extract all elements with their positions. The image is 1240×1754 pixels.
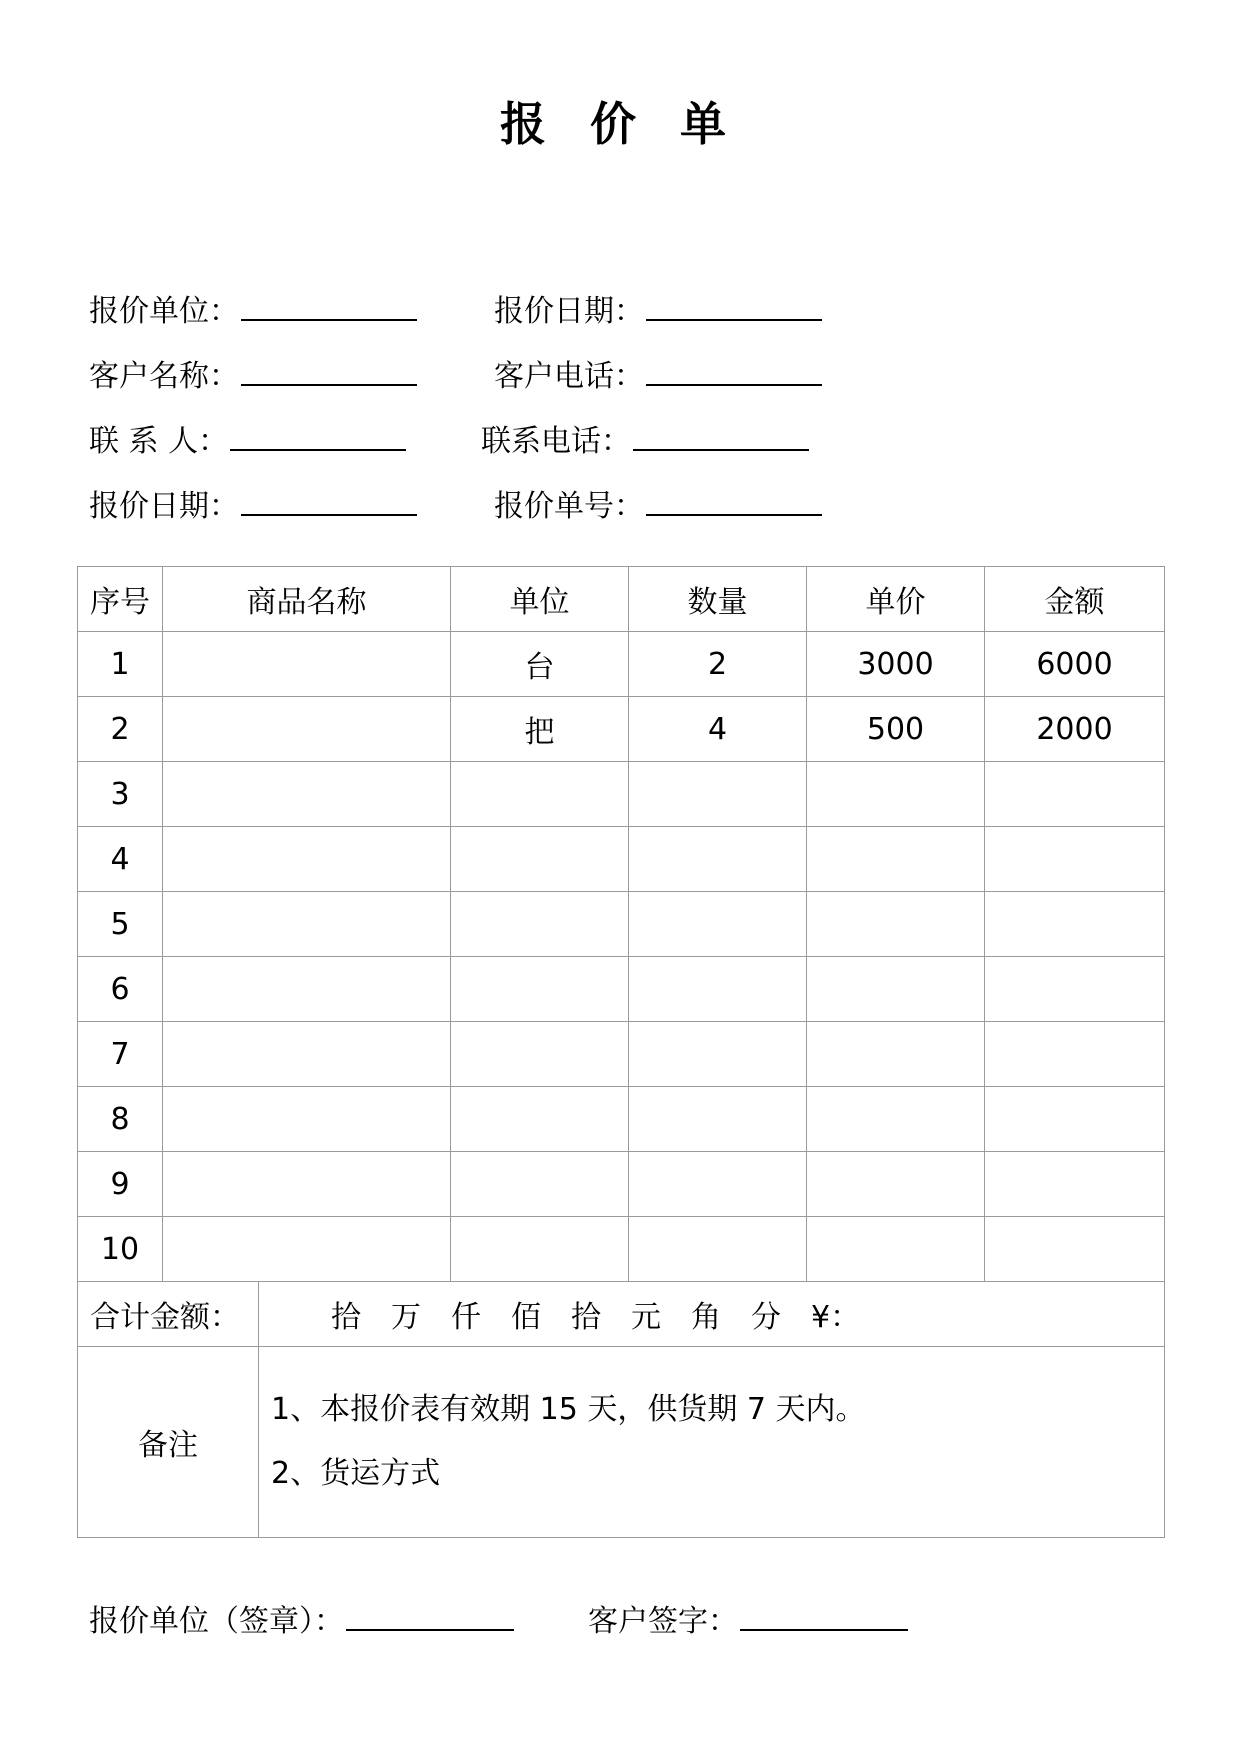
info-field-customer-phone <box>494 351 822 395</box>
header-amount: 金额 <box>985 567 1165 632</box>
info-blank[interactable] <box>646 358 822 386</box>
cell-unit-price[interactable] <box>807 1022 985 1087</box>
amount-unit: 角 <box>691 1300 721 1335</box>
info-label: 报价单位： <box>89 294 239 329</box>
cell-quantity[interactable] <box>629 1152 807 1217</box>
cell-unit[interactable] <box>451 827 629 892</box>
company-seal-blank[interactable] <box>346 1603 514 1631</box>
cell-index: 7 <box>78 1022 163 1087</box>
cell-amount[interactable] <box>985 957 1165 1022</box>
cell-index: 9 <box>78 1152 163 1217</box>
table-header-row <box>78 567 1165 632</box>
customer-signature-label: 客户签字： <box>588 1604 738 1639</box>
header-unit-price: 单价 <box>807 567 985 632</box>
info-field-quote-date-2 <box>89 481 417 525</box>
cell-quantity[interactable] <box>629 1022 807 1087</box>
total-amount-field[interactable] <box>259 1282 1165 1347</box>
remarks-label: 备注 <box>78 1347 259 1538</box>
info-blank[interactable] <box>646 488 822 516</box>
cell-unit-price[interactable]: 3000 <box>807 632 985 697</box>
cell-product-name[interactable] <box>163 1217 451 1282</box>
cell-quantity[interactable] <box>629 827 807 892</box>
cell-index: 2 <box>78 697 163 762</box>
remark-line: 2、货运方式 <box>271 1456 441 1491</box>
info-blank[interactable] <box>633 423 809 451</box>
footer-company-seal <box>89 1596 514 1640</box>
cell-amount[interactable] <box>985 762 1165 827</box>
document-title: 报 价 单 <box>499 97 741 151</box>
cell-quantity[interactable] <box>629 762 807 827</box>
cell-unit[interactable] <box>451 957 629 1022</box>
cell-amount[interactable] <box>985 827 1165 892</box>
info-field-quote-date <box>494 286 822 330</box>
cell-product-name[interactable] <box>163 632 451 697</box>
cell-product-name[interactable] <box>163 697 451 762</box>
company-seal-label: 报价单位（签章）： <box>89 1604 344 1639</box>
cell-quantity[interactable] <box>629 1217 807 1282</box>
remark-line: 1、本报价表有效期 15 天，供货期 7 天内。 <box>271 1392 866 1427</box>
info-label: 报价日期： <box>494 294 644 329</box>
cell-index: 5 <box>78 892 163 957</box>
cell-quantity[interactable]: 4 <box>629 697 807 762</box>
cell-quantity[interactable]: 2 <box>629 632 807 697</box>
cell-unit[interactable]: 台 <box>451 632 629 697</box>
total-row <box>78 1282 1165 1347</box>
cell-index: 10 <box>78 1217 163 1282</box>
header-product-name: 商品名称 <box>163 567 451 632</box>
amount-unit: 仟 <box>451 1300 481 1335</box>
remarks-row <box>78 1347 1165 1538</box>
cell-unit-price[interactable] <box>807 892 985 957</box>
table-row <box>78 762 1165 827</box>
cell-index: 1 <box>78 632 163 697</box>
table-row <box>78 1152 1165 1217</box>
table-row <box>78 632 1165 697</box>
info-blank[interactable] <box>230 423 406 451</box>
cell-unit[interactable]: 把 <box>451 697 629 762</box>
table-row <box>78 827 1165 892</box>
info-field-quote-number <box>494 481 822 525</box>
footer-customer-signature <box>588 1596 908 1640</box>
amount-unit: 万 <box>391 1300 421 1335</box>
cell-amount[interactable] <box>985 1087 1165 1152</box>
cell-quantity[interactable] <box>629 892 807 957</box>
header-unit: 单位 <box>451 567 629 632</box>
table-row <box>78 957 1165 1022</box>
cell-product-name[interactable] <box>163 957 451 1022</box>
cell-unit-price[interactable] <box>807 1217 985 1282</box>
table-row <box>78 892 1165 957</box>
cell-index: 6 <box>78 957 163 1022</box>
quotation-table <box>77 566 1165 1538</box>
info-field-customer-name <box>89 351 417 395</box>
cell-product-name[interactable] <box>163 1022 451 1087</box>
remarks-content[interactable] <box>259 1347 1165 1538</box>
cell-unit[interactable] <box>451 1217 629 1282</box>
info-label: 报价日期： <box>89 489 239 524</box>
info-label: 客户电话： <box>494 359 644 394</box>
cell-unit-price[interactable]: 500 <box>807 697 985 762</box>
cell-unit-price[interactable] <box>807 1152 985 1217</box>
cell-product-name[interactable] <box>163 892 451 957</box>
cell-amount[interactable] <box>985 1152 1165 1217</box>
info-blank[interactable] <box>646 293 822 321</box>
info-label: 联系电话： <box>481 424 631 459</box>
info-blank[interactable] <box>241 293 417 321</box>
info-blank[interactable] <box>241 488 417 516</box>
cell-product-name[interactable] <box>163 1087 451 1152</box>
cell-unit-price[interactable] <box>807 1087 985 1152</box>
info-label: 报价单号： <box>494 489 644 524</box>
info-field-contact-phone <box>481 416 809 460</box>
cell-amount[interactable] <box>985 1022 1165 1087</box>
cell-amount[interactable] <box>985 1217 1165 1282</box>
cell-unit[interactable] <box>451 762 629 827</box>
cell-product-name[interactable] <box>163 762 451 827</box>
cell-amount[interactable] <box>985 892 1165 957</box>
cell-index: 3 <box>78 762 163 827</box>
cell-unit-price[interactable] <box>807 762 985 827</box>
table-row <box>78 1022 1165 1087</box>
amount-currency: ¥： <box>811 1300 861 1335</box>
total-label: 合计金额： <box>78 1282 259 1347</box>
cell-product-name[interactable] <box>163 827 451 892</box>
info-field-quote-company <box>89 286 417 330</box>
amount-unit: 分 <box>751 1300 781 1335</box>
table-row <box>78 697 1165 762</box>
amount-unit: 佰 <box>511 1300 541 1335</box>
info-label: 客户名称： <box>89 359 239 394</box>
cell-amount[interactable]: 6000 <box>985 632 1165 697</box>
header-quantity: 数量 <box>629 567 807 632</box>
header-index: 序号 <box>78 567 163 632</box>
cell-index: 4 <box>78 827 163 892</box>
cell-index: 8 <box>78 1087 163 1152</box>
cell-unit[interactable] <box>451 892 629 957</box>
cell-unit-price[interactable] <box>807 957 985 1022</box>
info-blank[interactable] <box>241 358 417 386</box>
amount-unit: 拾 <box>331 1300 361 1335</box>
table-row <box>78 1087 1165 1152</box>
cell-quantity[interactable] <box>629 1087 807 1152</box>
table-row <box>78 1217 1165 1282</box>
info-label: 联 系 人： <box>89 424 229 459</box>
cell-amount[interactable]: 2000 <box>985 697 1165 762</box>
cell-product-name[interactable] <box>163 1152 451 1217</box>
cell-unit-price[interactable] <box>807 827 985 892</box>
info-field-contact-person <box>89 416 406 460</box>
cell-quantity[interactable] <box>629 957 807 1022</box>
customer-signature-blank[interactable] <box>740 1603 908 1631</box>
cell-unit[interactable] <box>451 1022 629 1087</box>
amount-unit: 拾 <box>571 1300 601 1335</box>
cell-unit[interactable] <box>451 1152 629 1217</box>
amount-unit: 元 <box>631 1300 661 1335</box>
cell-unit[interactable] <box>451 1087 629 1152</box>
